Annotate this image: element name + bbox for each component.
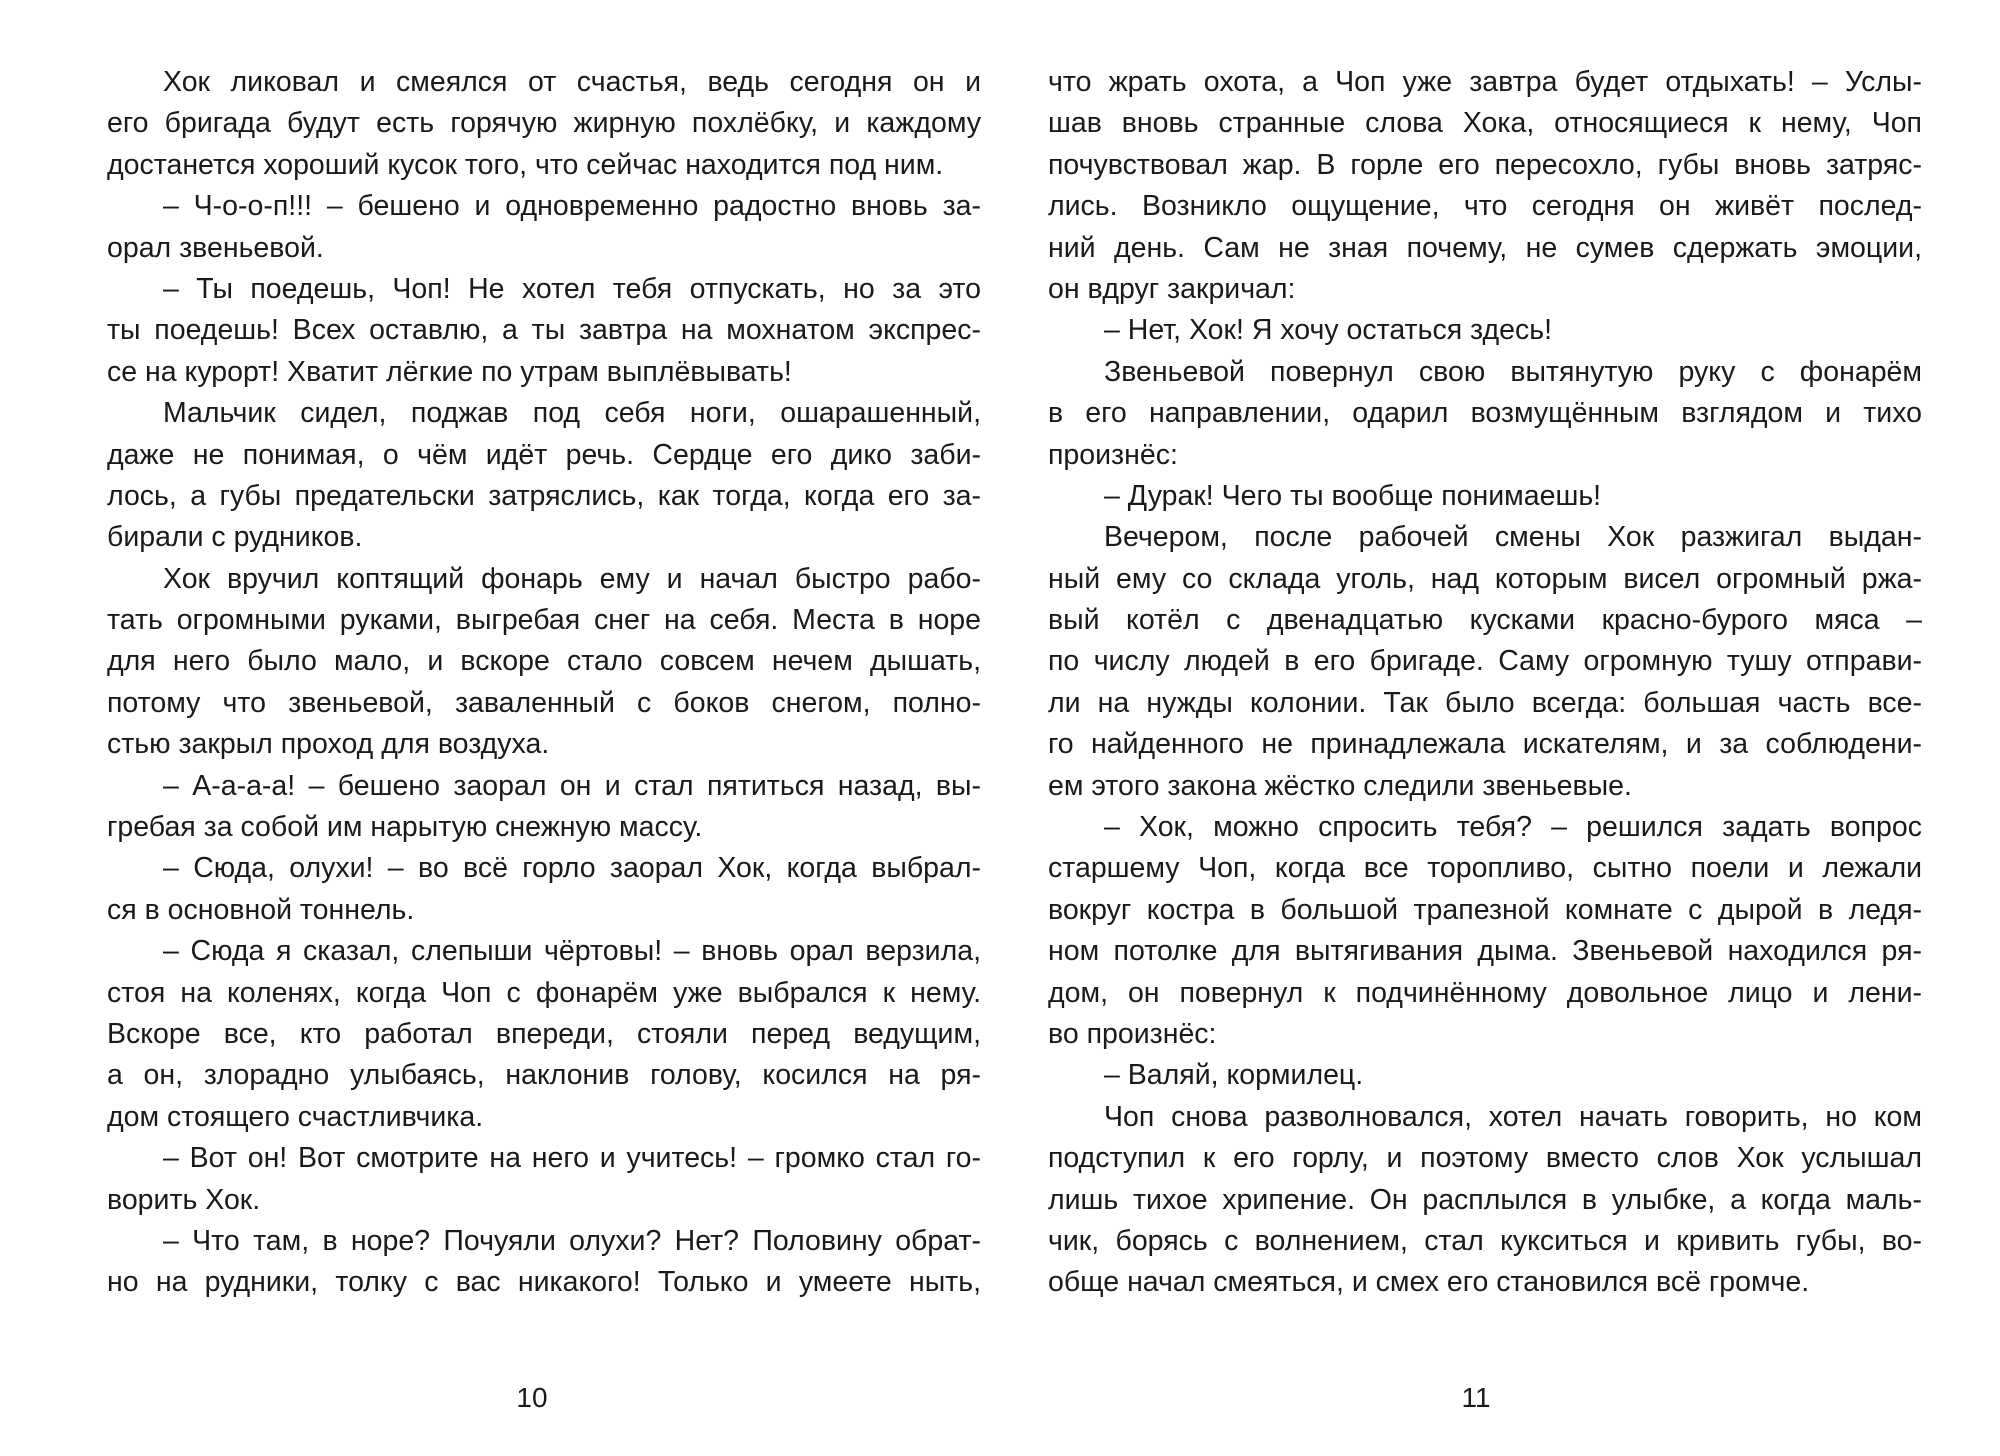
text-line: – Сюда я сказал, слепыши чёртовы! – вновь орал верзила, (163, 935, 981, 968)
text-line: – Ты поедешь, Чоп! Не хотел тебя отпускать, но за это (163, 272, 981, 305)
left-page-number: 10 (516, 1382, 548, 1413)
text-line: Вскоре все, кто работал впереди, стояли перед ведущим, (107, 1017, 981, 1050)
right-page-number: 11 (1461, 1382, 1491, 1413)
text-line: ворить Хок. (107, 1183, 261, 1216)
text-line: Чоп снова разволновался, хотел начать говорить, но ком (1104, 1100, 1922, 1133)
text-line: Звеньевой повернул свою вытянутую руку с фонарём (1104, 355, 1922, 388)
text-line: лишь тихое хрипение. Он расплылся в улыбке, а когда маль- (1048, 1183, 1922, 1216)
text-line: обще начал смеяться, и смех его становился всё громче. (1048, 1266, 1810, 1299)
text-line: произнёс: (1048, 438, 1178, 471)
text-line: Мальчик сидел, поджав под себя ноги, ошарашенный, (163, 397, 981, 430)
text-line: – Что там, в норе? Почуяли олухи? Нет? Половину обрат- (163, 1224, 981, 1257)
text-line: ем этого закона жёстко следили звеньевые. (1048, 769, 1632, 802)
text-line: старшему Чоп, когда все торопливо, сытно поели и лежали (1048, 852, 1922, 885)
text-line: – Ч-о-о-п!!! – бешено и одновременно радостно вновь за- (163, 190, 981, 223)
text-line: ний день. Сам не зная почему, не сумев сдержать эмоции, (1048, 231, 1922, 264)
text-line: но на рудники, толку с вас никакого! Только и умеете ныть, (107, 1266, 981, 1299)
text-line: чик, борясь с волнением, стал кукситься и кривить губы, во- (1048, 1224, 1922, 1257)
text-line: для него было мало, и вскоре стало совсем нечем дышать, (107, 645, 981, 678)
text-line: потому что звеньевой, заваленный с боков снегом, полно- (107, 686, 981, 719)
text-line: Хок вручил коптящий фонарь ему и начал быстро рабо- (163, 562, 981, 595)
text-line: он вдруг закричал: (1048, 272, 1296, 305)
text-line: – Хок, можно спросить тебя? – решился задать вопрос (1104, 811, 1922, 844)
text-line: дом, он повернул к подчинённому довольное лицо и лени- (1048, 976, 1922, 1009)
text-line: шав вновь странные слова Хока, относящиеся к нему, Чоп (1048, 107, 1922, 140)
text-line: его бригада будут есть горячую жирную похлёбку, и каждому (107, 107, 981, 140)
text-line: лось, а губы предательски затряслись, как тогда, когда его за- (107, 479, 981, 512)
text-line: – Вот он! Вот смотрите на него и учитесь! – громко стал го- (163, 1142, 981, 1175)
text-line: что жрать охота, а Чоп уже завтра будет отдыхать! – Услы- (1048, 66, 1922, 98)
text-line: – Валяй, кормилец. (1104, 1059, 1364, 1092)
text-line: ли на нужды колонии. Так было всегда: большая часть все- (1048, 686, 1922, 719)
text-line: достанется хороший кусок того, что сейчас находится под ним. (107, 148, 944, 181)
text-line: – Дурак! Чего ты вообще понимаешь! (1104, 479, 1602, 512)
left-page-text (107, 62, 981, 1304)
text-line: бирали с рудников. (107, 521, 363, 554)
text-line: лись. Возникло ощущение, что сегодня он живёт послед- (1048, 190, 1922, 223)
text-line: в его направлении, одарил возмущённым взглядом и тихо (1048, 397, 1922, 430)
text-line: стоя на коленях, когда Чоп с фонарём уже выбрался к нему. (107, 976, 981, 1009)
text-line: даже не понимая, о чём идёт речь. Сердце его дико заби- (107, 438, 981, 471)
text-line: ный ему со склада уголь, над которым висел огромный ржа- (1048, 562, 1922, 595)
text-line: го найденного не принадлежала искателям, и за соблюдени- (1048, 728, 1922, 761)
text-line: гребая за собой им нарытую снежную массу. (107, 811, 703, 844)
text-line: по числу людей в его бригаде. Саму огромную тушу отправи- (1048, 645, 1922, 678)
text-line: ты поедешь! Всех оставлю, а ты завтра на мохнатом экспрес- (107, 314, 981, 347)
text-line: вокруг костра в большой трапезной комнате с дырой в ледя- (1048, 893, 1922, 926)
right-page-text (1048, 62, 1922, 1304)
text-line: стью закрыл проход для воздуха. (107, 728, 550, 761)
text-line: се на курорт! Хватит лёгкие по утрам выплёвывать! (107, 355, 792, 388)
text-line: – А-а-а-а! – бешено заорал он и стал пятиться назад, вы- (163, 769, 981, 802)
text-line: Хок ликовал и смеялся от счастья, ведь сегодня он и (163, 66, 981, 98)
text-line: во произнёс: (1048, 1017, 1217, 1050)
text-line: вый котёл с двенадцатью кусками красно-бурого мяса – (1048, 604, 1922, 637)
text-line: ном потолке для вытягивания дыма. Звеньевой находился ря- (1048, 935, 1922, 968)
text-line: ся в основной тоннель. (107, 893, 415, 926)
text-line: тать огромными руками, выгребая снег на себя. Места в норе (107, 604, 981, 637)
text-line: а он, злорадно улыбаясь, наклонив голову, косился на ря- (107, 1059, 981, 1092)
text-line: орал звеньевой. (107, 231, 324, 264)
text-line: Вечером, после рабочей смены Хок разжигал выдан- (1104, 521, 1922, 554)
text-line: почувствовал жар. В горле его пересохло, губы вновь затряс- (1048, 148, 1922, 181)
text-line: дом стоящего счастливчика. (107, 1100, 484, 1133)
text-line: подступил к его горлу, и поэтому вместо слов Хок услышал (1048, 1142, 1922, 1175)
text-line: – Нет, Хок! Я хочу остаться здесь! (1104, 314, 1552, 347)
text-line: – Сюда, олухи! – во всё горло заорал Хок, когда выбрал- (163, 852, 981, 885)
